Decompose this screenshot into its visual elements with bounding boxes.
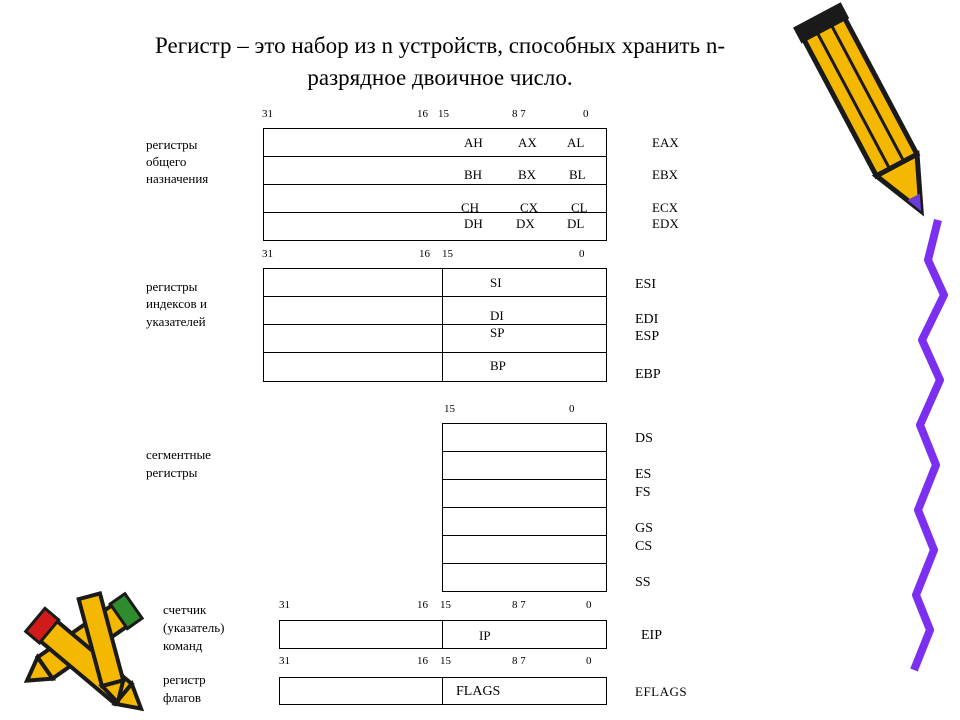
bit-0-label: 0: [579, 248, 585, 260]
reg-cx: CX: [520, 200, 539, 215]
bit-16-label: 16: [417, 655, 428, 667]
bit-31-label: 31: [262, 108, 273, 120]
group-label-index-2: индексов и: [146, 296, 207, 311]
reg-cs: CS: [635, 539, 653, 554]
register-row-ecx: [263, 184, 607, 213]
reg-ip: IP: [479, 628, 491, 643]
bit-15-label: 15: [440, 655, 451, 667]
half-divider: [442, 620, 443, 649]
reg-cl: CL: [571, 200, 588, 215]
title-line-1: Регистр – это набор из n устройств, способных хранить n-: [155, 33, 725, 58]
register-row-edx: [263, 212, 607, 241]
register-row-ss: [442, 563, 607, 592]
reg-dx: DX: [516, 216, 535, 231]
group-label-counter-1: счетчик: [163, 602, 207, 617]
register-row-esp: [263, 324, 607, 353]
group-label-counter-2: (указатель): [163, 620, 225, 635]
reg-ah: AH: [464, 135, 483, 150]
group-label-general-2: общего: [146, 154, 187, 169]
bit-0-label: 0: [586, 599, 592, 611]
reg-dh: DH: [464, 216, 483, 231]
group-label-index-1: регистры: [146, 279, 198, 294]
reg-ds: DS: [635, 431, 653, 446]
reg-edx: EDX: [652, 216, 679, 231]
group-label-general-3: назначения: [146, 171, 209, 186]
group-label-index-3: указателей: [146, 314, 206, 329]
group-label-flags-2: флагов: [163, 690, 202, 705]
register-row-ebx: [263, 156, 607, 185]
reg-ax: AX: [518, 135, 537, 150]
register-row-ebp: [263, 352, 607, 382]
reg-bh: BH: [464, 167, 483, 182]
group-label-counter-3: команд: [163, 638, 203, 653]
reg-di: DI: [490, 308, 504, 323]
bit-16-label: 16: [417, 108, 428, 120]
register-row-eax: [263, 128, 607, 157]
register-row-gs: [442, 507, 607, 536]
bit-31-label: 31: [262, 248, 273, 260]
bit-31-label: 31: [279, 655, 290, 667]
bit-8-7-label: 8 7: [512, 599, 526, 611]
group-label-general-1: регистры: [146, 137, 198, 152]
bit-0-label: 0: [583, 108, 589, 120]
reg-ebp: EBP: [635, 367, 661, 382]
bit-16-label: 16: [419, 248, 430, 260]
bit-0-label: 0: [569, 403, 575, 415]
reg-dl: DL: [567, 216, 585, 231]
register-row-ds: [442, 423, 607, 452]
reg-bp: BP: [490, 358, 506, 373]
reg-sp: SP: [490, 325, 505, 340]
register-row-esi: [263, 268, 607, 297]
bit-15-label: 15: [440, 599, 451, 611]
register-row-fs: [442, 479, 607, 508]
bit-31-label: 31: [279, 599, 290, 611]
register-row-eflags: [279, 677, 607, 705]
bit-0-label: 0: [586, 655, 592, 667]
bit-8-7-label: 8 7: [512, 655, 526, 667]
bit-15-label: 15: [438, 108, 449, 120]
group-label-segment-1: сегментные: [146, 447, 211, 462]
register-row-es: [442, 451, 607, 480]
group-label-flags-1: регистр: [163, 672, 206, 687]
register-row-edi: [263, 296, 607, 325]
ribbon-icon: [900, 200, 960, 680]
reg-flags: FLAGS: [456, 684, 501, 699]
reg-es: ES: [635, 467, 652, 482]
reg-ss: SS: [635, 575, 651, 590]
group-label-segment-2: регистры: [146, 465, 198, 480]
bit-8-7-label: 8 7: [512, 108, 526, 120]
reg-edi: EDI: [635, 312, 659, 327]
title-line-2: разрядное двоичное число.: [307, 65, 573, 90]
reg-ch: CH: [461, 200, 480, 215]
half-divider: [442, 677, 443, 705]
reg-bl: BL: [569, 167, 586, 182]
bit-15-label: 15: [444, 403, 455, 415]
reg-esp: ESP: [635, 329, 660, 344]
reg-gs: GS: [635, 521, 653, 536]
register-row-cs: [442, 535, 607, 564]
reg-si: SI: [490, 275, 502, 290]
register-row-eip: [279, 620, 607, 649]
reg-fs: FS: [635, 485, 651, 500]
reg-bx: BX: [518, 167, 537, 182]
reg-ebx: EBX: [652, 167, 678, 182]
bit-16-label: 16: [417, 599, 428, 611]
reg-eflags: EFLAGS: [635, 684, 688, 699]
bit-15-label: 15: [442, 248, 453, 260]
reg-al: AL: [567, 135, 585, 150]
half-divider: [442, 268, 443, 382]
reg-eax: EAX: [652, 135, 679, 150]
reg-ecx: ECX: [652, 200, 678, 215]
reg-esi: ESI: [635, 277, 656, 292]
reg-eip: EIP: [641, 628, 662, 643]
pencils-icon: [0, 570, 185, 720]
